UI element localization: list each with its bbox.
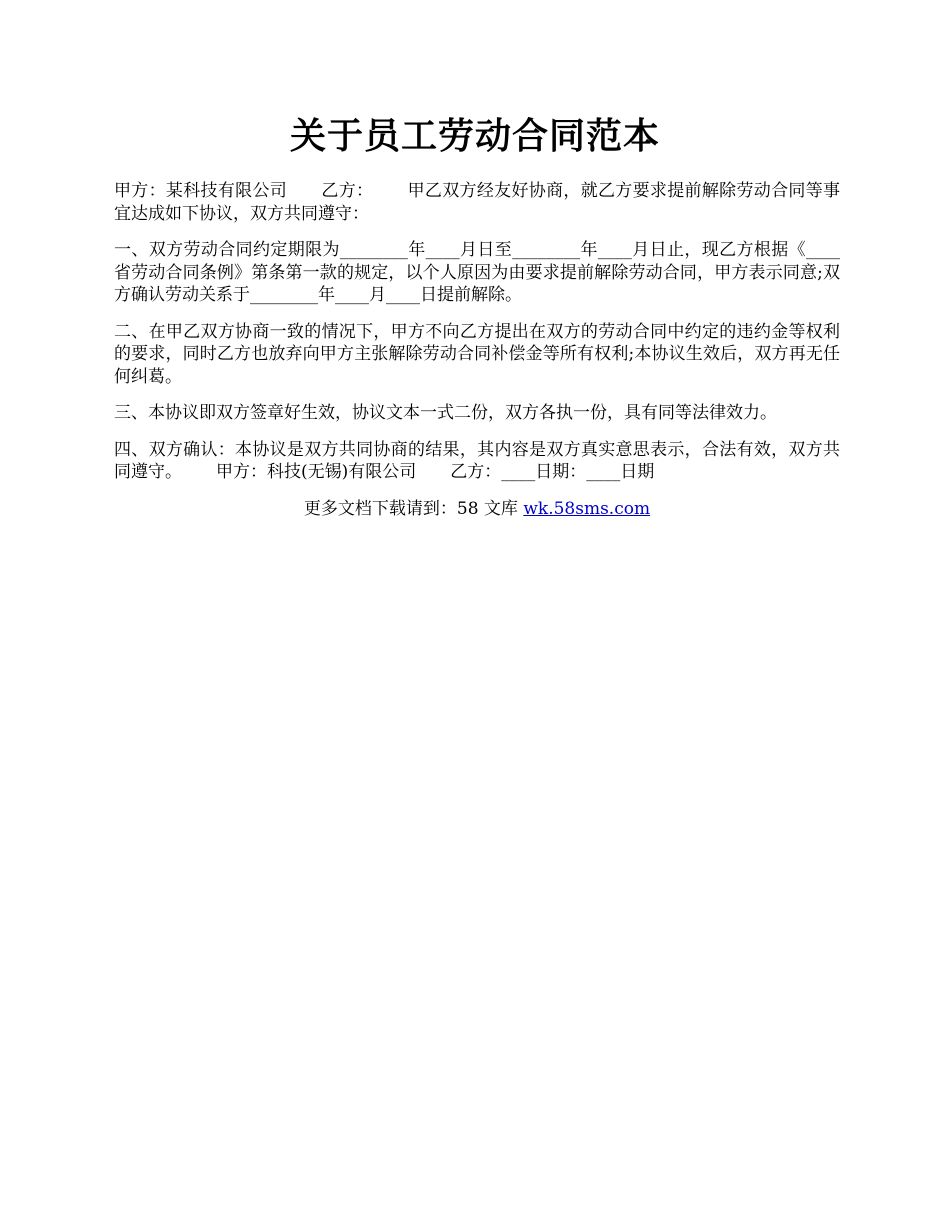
party-a-label: 甲方：某科技有限公司	[114, 181, 288, 201]
footer-text: 更多文档下载请到：58 文库	[303, 498, 524, 519]
intro-paragraph	[114, 180, 840, 225]
footer-link[interactable]: wk.58sms.com	[523, 498, 651, 519]
clause-4	[114, 439, 840, 484]
clause-1: 一、双方劳动合同约定期限为________年____月日至________年____月日止，现乙方根据《____省劳动合同条例》第条第一款的规定，以个人原因为由要求提前解除劳动合同，甲方表示同意;双方确认劳动关系于________年____月____日提前解除。	[114, 240, 840, 305]
clause-3: 三、本协议即双方签章好生效，协议文本一式二份，双方各执一份，具有同等法律效力。	[114, 403, 777, 423]
clause-2: 二、在甲乙双方协商一致的情况下，甲方不向乙方提出在双方的劳动合同中约定的违约金等权利的要求，同时乙方也放弃向甲方主张解除劳动合同补偿金等所有权利;本协议生效后，双方再无任何纠葛。	[114, 321, 840, 387]
clause-4-party-b: 乙方：____日期：____日期	[450, 462, 655, 482]
footer	[114, 498, 840, 521]
clause-4-text: 四、双方确认：本协议是双方共同协商的结果，其内容是双方真实意思表示，合法有效，双方共同遵守。	[114, 439, 840, 482]
document-body	[114, 180, 840, 534]
intro-text: 甲乙双方经友好协商，就乙方要求提前解除劳动合同等事宜达成如下协议，双方共同遵守：	[114, 181, 841, 224]
party-b-label: 乙方：	[321, 181, 374, 201]
clause-4-party-a: 甲方：科技(无锡)有限公司	[216, 462, 417, 482]
document-title: 关于员工劳动合同范本	[289, 115, 660, 157]
